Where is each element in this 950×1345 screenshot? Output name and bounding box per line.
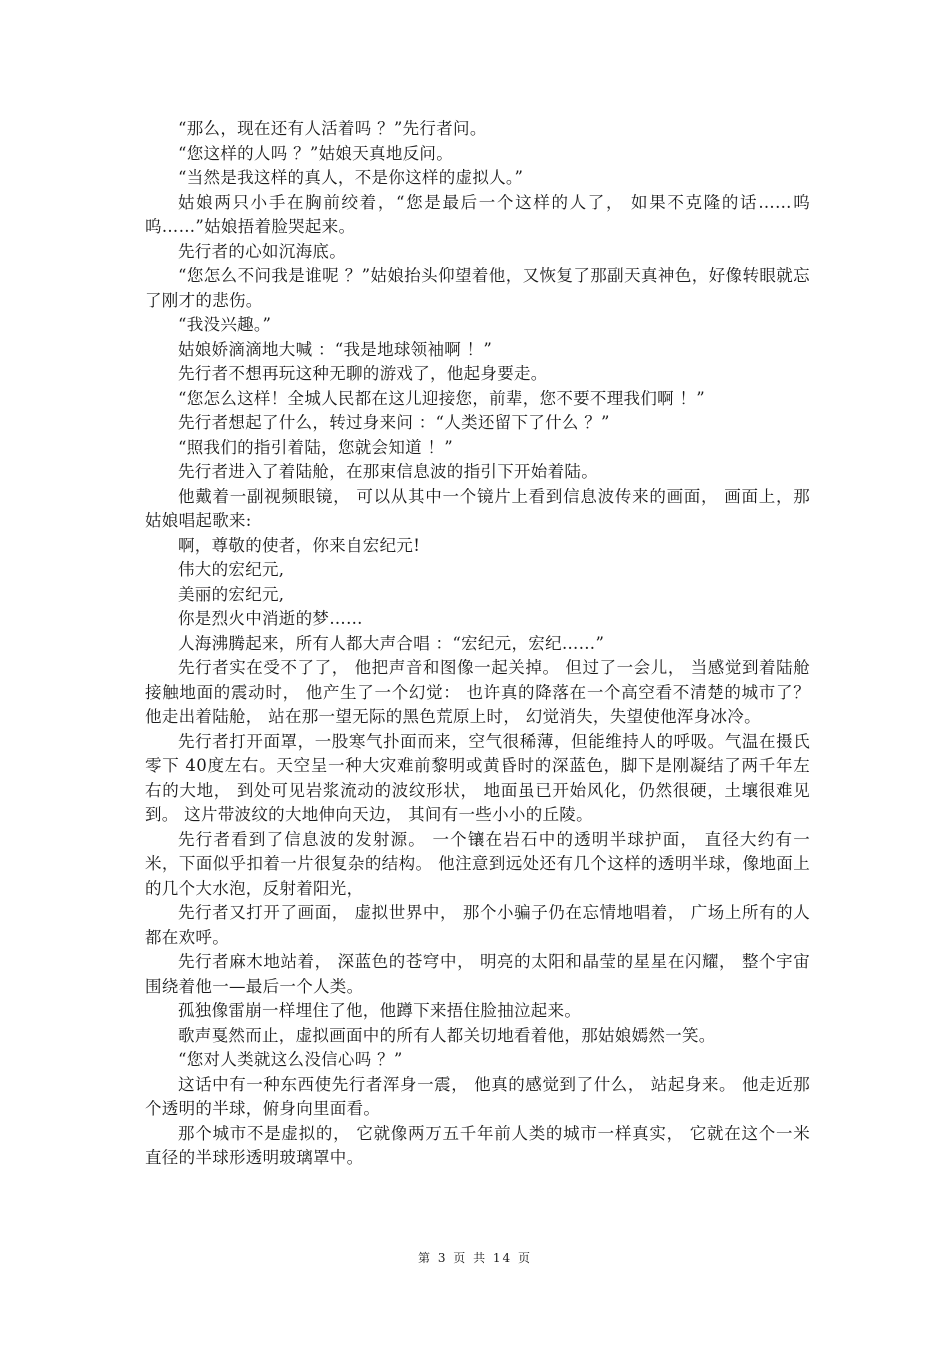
paragraph: 先行者实在受不了了， 他把声音和图像一起关掉。 但过了一会儿， 当感觉到着陆舱接触地面的震动时， 他产生了一个幻觉： 也许真的降落在一个高空看不清楚的城市了？他走出着陆舱， 站在那一望无际的黑色荒原上时， 幻觉消失，失望使他浑身冰冷。 [145,658,810,726]
paragraph: 这话中有一种东西使先行者浑身一震， 他真的感觉到了什么， 站起身来。 他走近那个透明的半球，俯身向里面看。 [145,1074,810,1118]
paragraph: 先行者看到了信息波的发射源。 一个镶在岩石中的透明半球护面， 直径大约有一米，下面似乎扣着一片很复杂的结构。 他注意到远处还有几个这样的透明半球，像地面上的几个大水泡，反射着阳光， [145,829,810,898]
paragraph: 先行者又打开了画面， 虚拟世界中， 那个小骗子仍在忘情地唱着， 广场上所有的人都在欢呼。 [145,903,810,947]
paragraph: 人海沸腾起来，所有人都大声合唱 ：“宏纪元，宏纪……” [178,633,605,653]
paragraph: 歌声戛然而止，虚拟画面中的所有人都关切地看着他，那姑娘嫣然一笑。 [178,1025,716,1045]
paragraph: 先行者进入了着陆舱，在那束信息波的指引下开始着陆。 [178,462,598,481]
paragraph: “您对人类就这么没信心吗 ？” [178,1050,403,1069]
paragraph: 先行者不想再玩这种无聊的游戏了，他起身要走。 [178,364,548,383]
paragraph: “您怎么不问我是谁呢 ？”姑娘抬头仰望着他，又恢复了那副天真神色，好像转眼就忘了刚才的悲伤。 [145,266,810,310]
paragraph: 姑娘娇滴滴地大喊 ：“我是地球领袖啊 ！” [178,339,493,359]
song-line: 伟大的宏纪元, [178,560,285,579]
paragraph: 孤独像雷崩一样埋住了他，他蹲下来捂住脸抽泣起来。 [178,1001,582,1020]
song-line: 啊，尊敬的使者，你来自宏纪元! [178,535,421,555]
paragraph: “您这样的人吗 ？”姑娘天真地反问。 [178,143,454,163]
paragraph: 先行者的心如沉海底。 [178,241,346,261]
paragraph: 他戴着一副视频眼镜， 可以从其中一个镜片上看到信息波传来的画面， 画面上，那姑娘唱起歌来: [145,486,810,530]
paragraph: 先行者想起了什么，转过身来问 ：“人类还留下了什么 ？” [178,413,610,432]
paragraph: “那么，现在还有人活着吗 ？”先行者问。 [178,119,487,138]
paragraph: “我没兴趣。” [178,315,272,334]
paragraph: “当然是我这样的真人，不是你这样的虚拟人。” [178,168,524,187]
paragraph: “照我们的指引着陆，您就会知道 ！” [178,437,454,457]
paragraph: “您怎么这样！全城人民都在这儿迎接您，前辈，您不要不理我们啊 ！” [178,388,706,408]
page-number-footer: 第 3 页 共 14 页 [418,1251,532,1265]
song-line: 美丽的宏纪元, [178,584,285,604]
paragraph: 姑娘两只小手在胸前绞着，“您是最后一个这样的人了， 如果不克隆的话……呜呜……”姑娘捂着脸哭起来。 [145,192,810,236]
paragraph: 那个城市不是虚拟的， 它就像两万五千年前人类的城市一样真实， 它就在这个一米直径的半球形透明玻璃罩中。 [145,1123,810,1167]
paragraph: 先行者打开面罩，一股寒气扑面而来，空气很稀薄，但能维持人的呼吸。气温在摄氏零下 40度左右。天空呈一种大灾难前黎明或黄昏时的深蓝色，脚下是刚凝结了两千年左右的大地， 到处可见岩浆流动的波纹形状， 地面虽已开始风化，仍然很硬，土壤很难见到。 这片带波纹的大地伸向天边， 其间有一些小小的丘陵。 [145,731,810,824]
body-text [145,117,810,1171]
paragraph: 先行者麻木地站着， 深蓝色的苍穹中， 明亮的太阳和晶莹的星星在闪耀， 整个宇宙围绕着他一—最后一个人类。 [145,952,810,996]
song-line: 你是烈火中消逝的梦…… [178,609,363,628]
